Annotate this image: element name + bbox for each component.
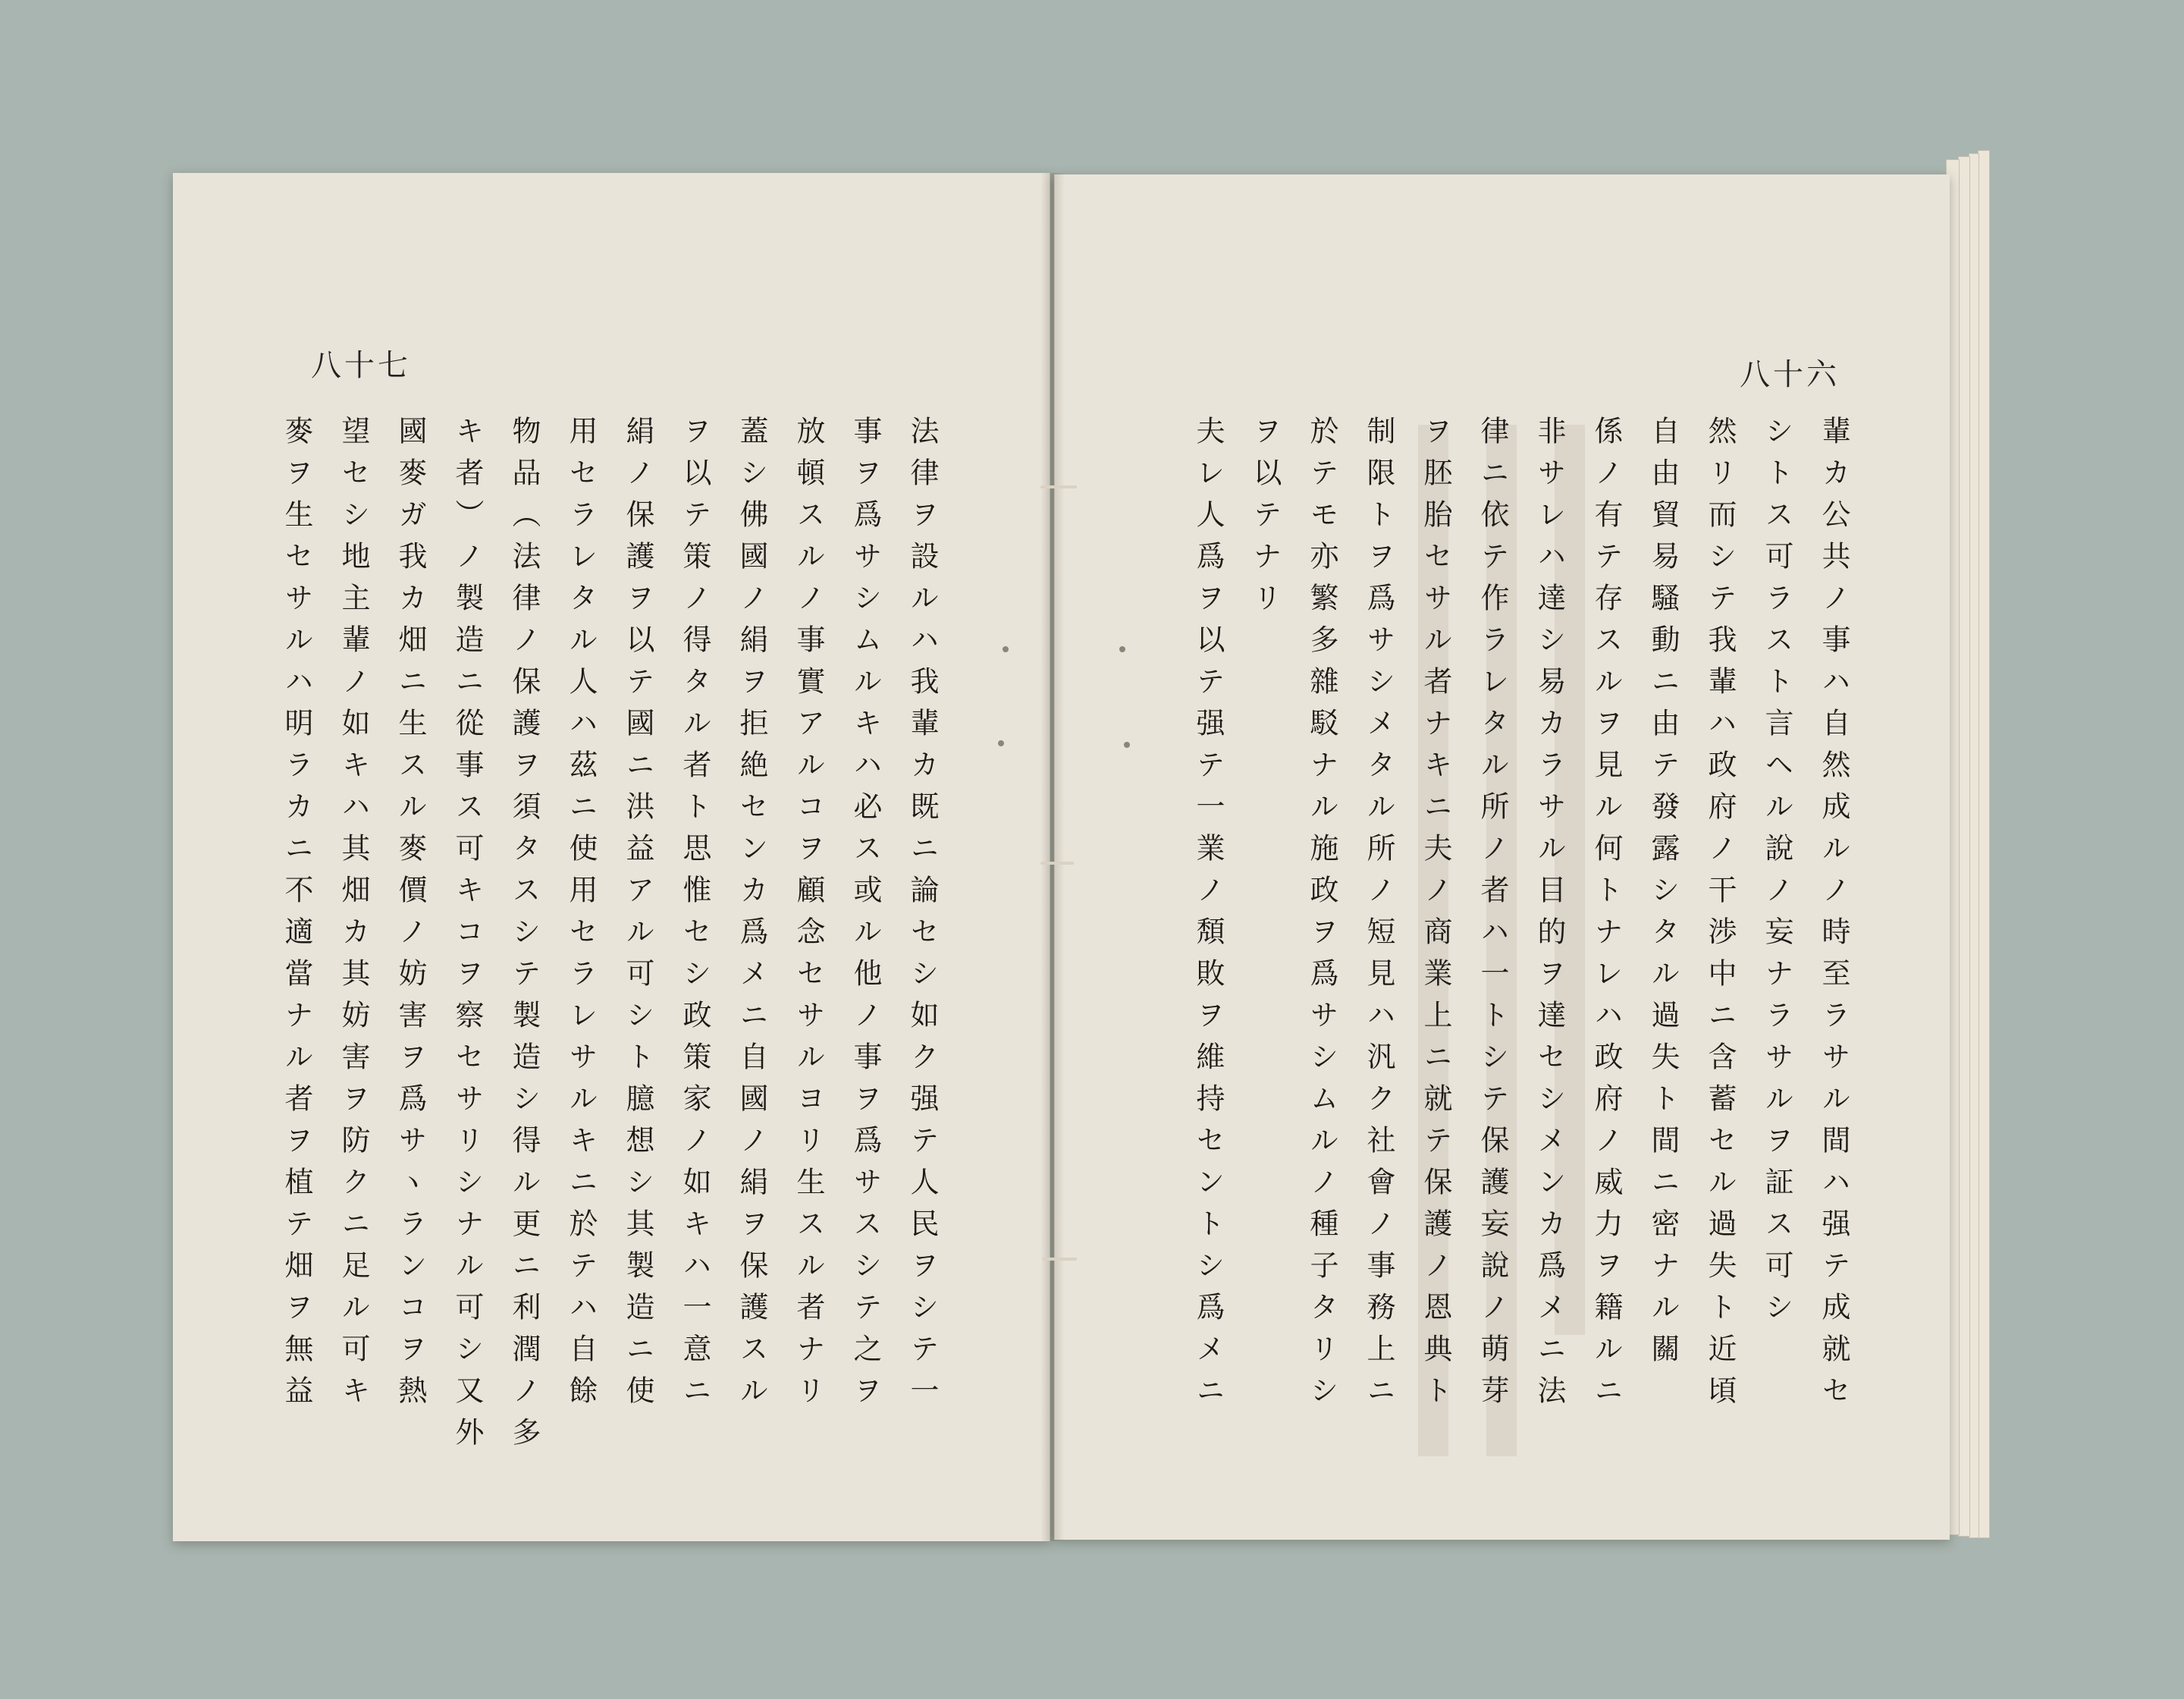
text-column: 自由貿易騷動ニ由テ發露シタル過失ト間ニ密ナル關 [1646, 416, 1680, 1375]
binding-hole [1119, 646, 1125, 652]
text-column: 於テモ亦繁多雜駁ナル施政ヲ爲サシムルノ種子タリシ [1305, 416, 1338, 1417]
page-edge [1969, 153, 1979, 1538]
text-column: 放頓スルノ事實アルコヲ顧念セサルヨリ生スル者ナリ [792, 416, 825, 1417]
text-column: 係ノ有テ存スルヲ見ル何トナレハ政府ノ威力ヲ籍ルニ [1589, 416, 1623, 1417]
binding-hole [998, 740, 1004, 746]
text-column: 蓋シ佛國ノ絹ヲ拒絶センカ爲メニ自國ノ絹ヲ保護スル [735, 416, 768, 1417]
binding-stitch [1042, 1258, 1077, 1261]
text-column: 國麥ガ我カ畑ニ生スル麥價ノ妨害ヲ爲サヽランコヲ熱 [394, 416, 427, 1417]
text-column: ヲ胚胎セサル者ナキニ夫ノ商業上ニ就テ保護ノ恩典ト [1419, 416, 1452, 1417]
text-column: 律ニ依テ作ラレタル所ノ者ハ一トシテ保護妄說ノ萌芽 [1476, 416, 1509, 1417]
text-column: シトス可ラスト言ヘル說ノ妄ナラサルヲ証ス可シ [1760, 416, 1793, 1333]
page-number-left: 八十七 [311, 348, 411, 383]
text-column: 輩カ公共ノ事ハ自然成ルノ時至ラサル間ハ强テ成就セ [1817, 416, 1850, 1417]
binding-stitch [1040, 862, 1074, 865]
text-column: 麥ヲ生セサルハ明ラカニ不適當ナル者ヲ植テ畑ヲ無益 [280, 416, 313, 1417]
text-column: 物品（法律ノ保護ヲ須タスシテ製造シ得ル更ニ利潤ノ多 [507, 416, 541, 1459]
text-column: ヲ以テ策ノ得タル者ト思惟セシ政策家ノ如キハ一意ニ [678, 416, 711, 1417]
text-column: 夫レ人爲ヲ以テ强テ一業ノ頽敗ヲ維持セントシ爲メニ [1191, 416, 1225, 1417]
binding-hole [1124, 742, 1130, 748]
text-column: 非サレハ達シ易カラサル目的ヲ達セシメンカ爲メニ法 [1533, 416, 1566, 1417]
text-column: 然リ而シテ我輩ハ政府ノ干渉中ニ含蓄セル過失ト近頃 [1703, 416, 1737, 1417]
text-column: 絹ノ保護ヲ以テ國ニ洪益アル可シト臆想シ其製造ニ使 [621, 416, 654, 1417]
book-gutter [1040, 173, 1065, 1541]
page-edge [1958, 156, 1970, 1537]
page-number-right: 八十六 [1740, 357, 1840, 392]
text-column: ヲ以テナリ [1248, 416, 1282, 624]
text-column: 制限トヲ爲サシメタル所ノ短見ハ汎ク社會ノ事務上ニ [1362, 416, 1395, 1417]
text-column: 法律ヲ設ルハ我輩カ既ニ論セシ如ク强テ人民ヲシテ一 [905, 416, 939, 1417]
text-column: キ者）ノ製造ニ從事ス可キコヲ察セサリシナル可シ又外 [450, 416, 484, 1459]
binding-hole [1003, 646, 1009, 652]
text-column: 用セラレタル人ハ茲ニ使用セラレサルキニ於テハ自餘 [564, 416, 598, 1417]
binding-stitch [1040, 485, 1077, 488]
text-column: 望セシ地主輩ノ如キハ其畑カ其妨害ヲ防クニ足ル可キ [337, 416, 370, 1417]
page-edge [1978, 150, 1990, 1538]
text-column: 事ヲ爲サシムルキハ必ス或ル他ノ事ヲ爲サスシテ之ヲ [849, 416, 882, 1417]
